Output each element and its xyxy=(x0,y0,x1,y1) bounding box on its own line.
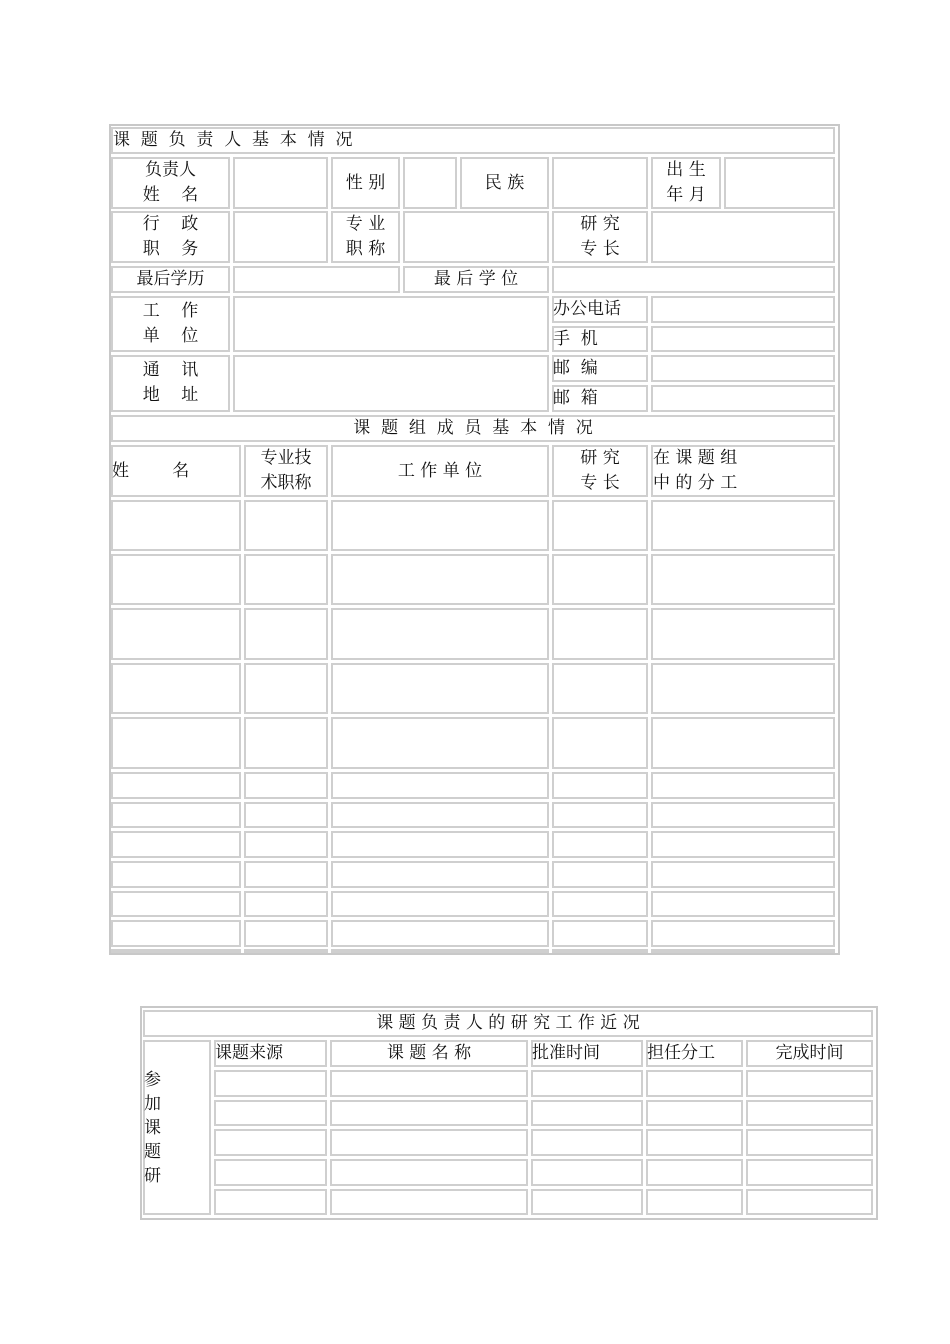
project-cell[interactable] xyxy=(746,1070,873,1097)
member-cell[interactable] xyxy=(651,802,835,828)
member-cell[interactable] xyxy=(651,861,835,888)
project-cell[interactable] xyxy=(531,1129,643,1156)
member-cell[interactable] xyxy=(244,802,328,828)
member-cell[interactable] xyxy=(111,554,241,605)
member-cell[interactable] xyxy=(552,861,648,888)
leader-name-label: 负责人 姓 名 xyxy=(142,160,199,205)
header-completion-time: 完成时间 xyxy=(775,1043,844,1063)
member-specialty-header: 研 究 专 长 xyxy=(580,448,620,493)
member-cell[interactable] xyxy=(552,772,648,799)
member-cell[interactable] xyxy=(244,831,328,858)
member-cell[interactable] xyxy=(552,500,648,551)
member-cell[interactable] xyxy=(111,831,241,858)
address-field[interactable] xyxy=(233,355,549,412)
member-cell[interactable] xyxy=(111,802,241,828)
project-cell[interactable] xyxy=(214,1129,327,1156)
member-cell[interactable] xyxy=(244,663,328,714)
project-cell[interactable] xyxy=(646,1189,743,1215)
member-role-header: 在 课 题 组 中 的 分 工 xyxy=(653,448,738,493)
member-cell[interactable] xyxy=(244,861,328,888)
project-cell[interactable] xyxy=(646,1159,743,1186)
member-cell[interactable] xyxy=(331,554,549,605)
postcode-label: 邮 编 xyxy=(553,358,598,378)
project-cell[interactable] xyxy=(330,1159,528,1186)
email-label: 邮 箱 xyxy=(553,388,598,408)
member-cell[interactable] xyxy=(111,663,241,714)
office-phone-field[interactable] xyxy=(651,296,835,323)
leader-name-field[interactable] xyxy=(233,157,328,209)
project-cell[interactable] xyxy=(531,1070,643,1097)
admin-position-label: 行 政 职 务 xyxy=(142,214,199,259)
member-cell xyxy=(111,949,241,953)
member-cell[interactable] xyxy=(244,554,328,605)
member-cell[interactable] xyxy=(111,500,241,551)
section1-title: 课 题 负 责 人 基 本 情 况 xyxy=(113,130,353,150)
project-cell[interactable] xyxy=(330,1070,528,1097)
specialty-label: 研 究 专 长 xyxy=(580,214,620,259)
education-field[interactable] xyxy=(233,266,400,293)
member-cell[interactable] xyxy=(651,920,835,947)
member-cell[interactable] xyxy=(331,831,549,858)
member-cell[interactable] xyxy=(244,920,328,947)
work-unit-field[interactable] xyxy=(233,296,549,352)
project-cell[interactable] xyxy=(646,1100,743,1126)
project-cell[interactable] xyxy=(330,1189,528,1215)
member-cell[interactable] xyxy=(651,554,835,605)
birth-field[interactable] xyxy=(724,157,835,209)
member-cell[interactable] xyxy=(244,608,328,660)
project-cell[interactable] xyxy=(646,1070,743,1097)
member-cell[interactable] xyxy=(651,500,835,551)
member-cell[interactable] xyxy=(331,663,549,714)
header-role: 担任分工 xyxy=(647,1043,715,1063)
member-cell[interactable] xyxy=(111,920,241,947)
member-cell[interactable] xyxy=(651,831,835,858)
section2-title: 课 题 组 成 员 基 本 情 况 xyxy=(353,418,593,438)
address-label: 通 讯 地 址 xyxy=(142,360,199,405)
member-cell[interactable] xyxy=(244,500,328,551)
member-cell[interactable] xyxy=(331,861,549,888)
project-cell[interactable] xyxy=(746,1159,873,1186)
member-cell[interactable] xyxy=(111,717,241,769)
project-cell[interactable] xyxy=(746,1129,873,1156)
postcode-field[interactable] xyxy=(651,355,835,382)
mobile-label: 手 机 xyxy=(553,329,598,349)
header-source: 课题来源 xyxy=(215,1043,283,1063)
project-cell[interactable] xyxy=(330,1129,528,1156)
project-cell[interactable] xyxy=(214,1159,327,1186)
member-cell[interactable] xyxy=(552,891,648,917)
project-cell[interactable] xyxy=(531,1159,643,1186)
member-cell xyxy=(331,949,549,953)
member-title-header: 专业技 术职称 xyxy=(260,448,312,493)
project-cell[interactable] xyxy=(531,1100,643,1126)
member-cell[interactable] xyxy=(331,500,549,551)
member-cell[interactable] xyxy=(552,608,648,660)
member-cell[interactable] xyxy=(111,608,241,660)
member-cell[interactable] xyxy=(331,802,549,828)
project-cell[interactable] xyxy=(646,1129,743,1156)
member-cell xyxy=(244,949,328,953)
birth-label: 出 生 年 月 xyxy=(666,160,706,205)
member-cell[interactable] xyxy=(651,717,835,769)
member-cell[interactable] xyxy=(111,891,241,917)
professional-title-field[interactable] xyxy=(403,211,549,263)
member-cell[interactable] xyxy=(331,772,549,799)
member-cell[interactable] xyxy=(552,831,648,858)
member-cell[interactable] xyxy=(244,891,328,917)
education-label: 最后学历 xyxy=(136,269,205,289)
member-name-header: 姓 名 xyxy=(112,461,190,481)
member-cell[interactable] xyxy=(331,891,549,917)
degree-field[interactable] xyxy=(552,266,835,293)
member-cell[interactable] xyxy=(244,717,328,769)
mobile-field[interactable] xyxy=(651,326,835,352)
project-cell[interactable] xyxy=(746,1100,873,1126)
member-cell[interactable] xyxy=(331,920,549,947)
professional-title-label: 专 业 职 称 xyxy=(345,214,386,259)
ethnicity-label: 民 族 xyxy=(484,173,525,193)
member-cell xyxy=(651,949,835,953)
project-cell[interactable] xyxy=(214,1070,327,1097)
member-cell[interactable] xyxy=(651,663,835,714)
specialty-field[interactable] xyxy=(651,211,835,263)
member-cell[interactable] xyxy=(651,608,835,660)
member-cell[interactable] xyxy=(331,608,549,660)
header-approval-time: 批准时间 xyxy=(532,1043,600,1063)
member-cell[interactable] xyxy=(552,802,648,828)
member-cell[interactable] xyxy=(111,772,241,799)
member-cell[interactable] xyxy=(651,891,835,917)
work-unit-label: 工 作 单 位 xyxy=(142,301,199,346)
member-cell[interactable] xyxy=(552,920,648,947)
project-cell[interactable] xyxy=(330,1100,528,1126)
member-cell[interactable] xyxy=(651,772,835,799)
project-cell[interactable] xyxy=(214,1100,327,1126)
admin-position-field[interactable] xyxy=(233,211,328,263)
member-cell[interactable] xyxy=(552,663,648,714)
email-field[interactable] xyxy=(651,385,835,412)
project-cell[interactable] xyxy=(531,1189,643,1215)
degree-label: 最 后 学 位 xyxy=(433,269,519,289)
member-cell xyxy=(552,949,648,953)
member-cell[interactable] xyxy=(244,772,328,799)
header-project-name: 课 题 名 称 xyxy=(386,1043,472,1063)
gender-field[interactable] xyxy=(403,157,457,209)
gender-label: 性 别 xyxy=(345,173,386,193)
member-cell[interactable] xyxy=(111,861,241,888)
office-phone-label: 办公电话 xyxy=(553,299,621,319)
member-cell[interactable] xyxy=(331,717,549,769)
ethnicity-field[interactable] xyxy=(552,157,648,209)
member-cell[interactable] xyxy=(552,554,648,605)
section3-title: 课 题 负 责 人 的 研 究 工 作 近 况 xyxy=(376,1013,640,1033)
project-cell[interactable] xyxy=(214,1189,327,1215)
member-unit-header: 工 作 单 位 xyxy=(397,461,483,481)
member-cell[interactable] xyxy=(552,717,648,769)
project-side-label: 参 加 课 题 研 xyxy=(144,1070,161,1186)
project-cell[interactable] xyxy=(746,1189,873,1215)
